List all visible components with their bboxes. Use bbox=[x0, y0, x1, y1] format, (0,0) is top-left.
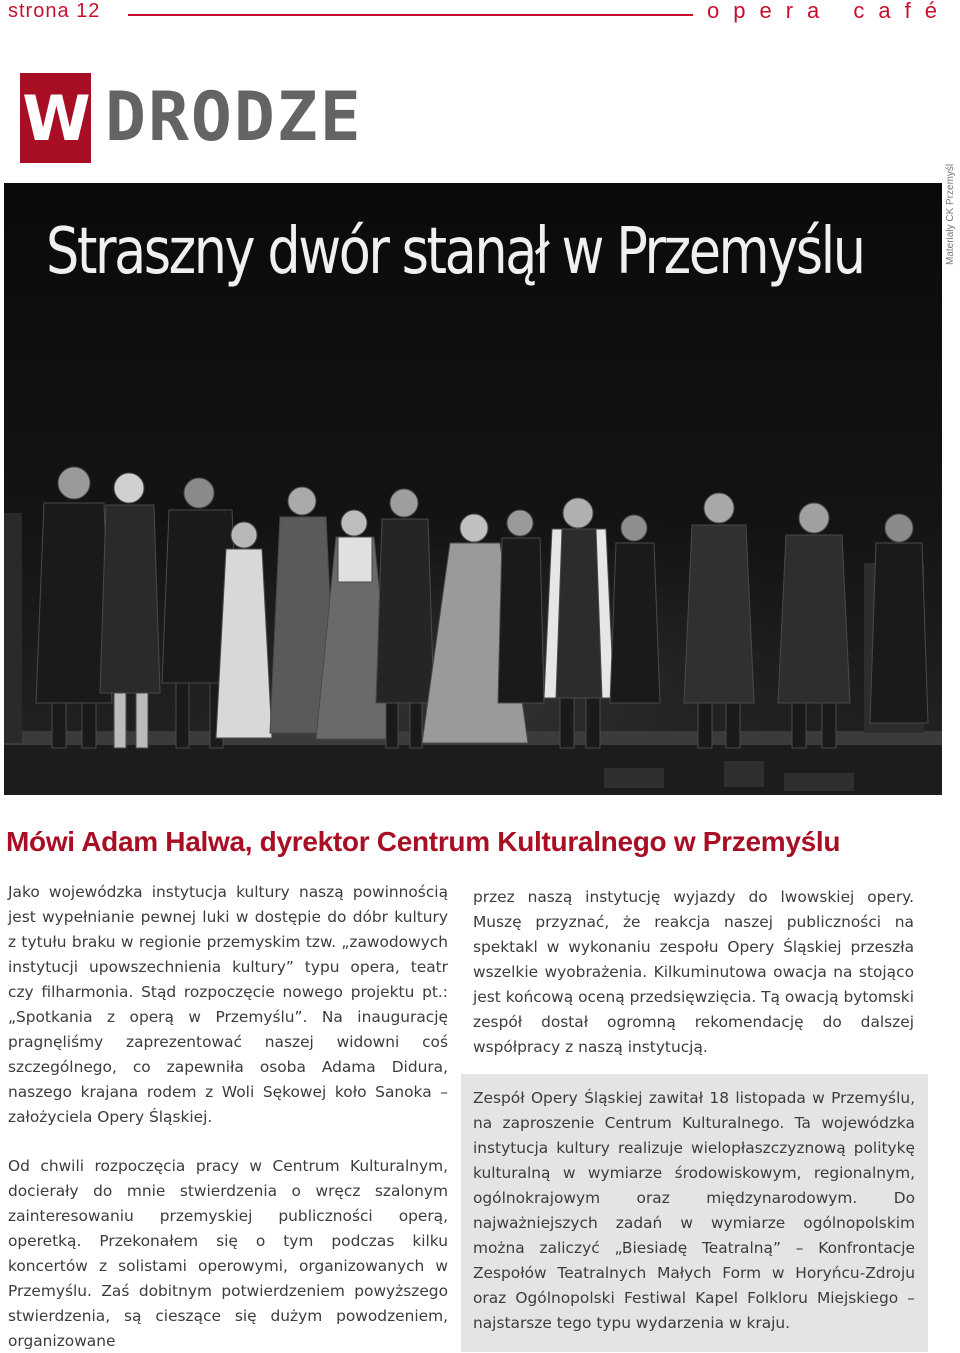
article-lead: Mówi Adam Halwa, dyrektor Centrum Kulturalnego w Przemyślu bbox=[6, 826, 841, 857]
stage-photo bbox=[4, 183, 942, 795]
article-title: Straszny dwór stanął w Przemyślu bbox=[46, 215, 864, 289]
paragraph: Jako wojewódzka instytucja kultury naszą powinnością jest wypełnianie pewnej luki w dostępie do dóbr kultury z tytułu braku w regionie przemyskim tzw. „zawodowych instytucji upowszechnienia kultury” typu opera, teatr czy filharmonia. Stąd rozpoczęcie nowego projektu pt.: „Spotkania z operą w Przemyślu”. Na inaugurację pragnęliśmy zaprezentować naszej widowni coś szczególnego, co zapewniła osoba Adama Didura, naszego krajana rodem z Woli Sękowej koło Sanoka – założyciela Opery Śląskiej. bbox=[8, 883, 448, 1126]
paragraph: przez naszą instytucję wyjazdy do lwowskiej opery. Muszę przyznać, że reakcja naszej publiczności na spektakl w wykonaniu zespołu Opery Śląskiej przeszła wszelkie wyobrażenia. Kilkuminutowa owacja na stojąco jest końcową oceną przedsięwzięcia. Tą owacją bytomski zespół dostał ogromną rekomendację do dalszej współpracy z naszą instytucją. bbox=[473, 888, 914, 1056]
section-tag-word: DRODZE bbox=[105, 78, 363, 157]
section-tag bbox=[20, 70, 363, 166]
photo-credit-text: Materiały CK Przemyśl bbox=[945, 163, 956, 265]
left-column bbox=[8, 880, 448, 1353]
opera-visit-box bbox=[461, 1074, 928, 1352]
header-rule bbox=[128, 14, 693, 16]
right-column bbox=[473, 885, 914, 1060]
info-box-text: Zespół Opery Śląskiej zawitał 18 listopada w Przemyślu, na zaproszenie Centrum Kulturalnego. Ta wojewódzka instytucja kultury realizuje wielopłaszczyznową politykę kulturalną w wymiarze środowiskowym, regionalnym, ogólnokrajowym oraz międzynarodowym. Do najważniejszych zadań w wymiarze ogólnopolskim można zaliczyć „Biesiadę Teatralną” – Konfrontacje Zespołów Teatralnych Małych Form w Horyńcu-Zdroju oraz Ogólnopolski Festiwal Kapel Folkloru Miejskiego – najstarsze tego typu wydarzenia w kraju. bbox=[473, 1089, 915, 1332]
section-tag-letter: W bbox=[20, 73, 91, 163]
page-number: strona 12 bbox=[8, 0, 101, 22]
photo-credit bbox=[945, 163, 957, 265]
paragraph: Od chwili rozpoczęcia pracy w Centrum Kulturalnym, docierały do mnie stwierdzenia o wręcz szalonym zainteresowaniu przemyskiej publiczności operą, operetką. Przekonałem się o tym podczas kilku koncertów z solistami operowymi, organizowanych w Przemyślu. Zaś dobitnym potwierdzeniem powyższego stwierdzenia, są cieszące się dużym powodzeniem, organizowane bbox=[8, 1157, 448, 1350]
magazine-brand: opera café bbox=[707, 0, 951, 23]
